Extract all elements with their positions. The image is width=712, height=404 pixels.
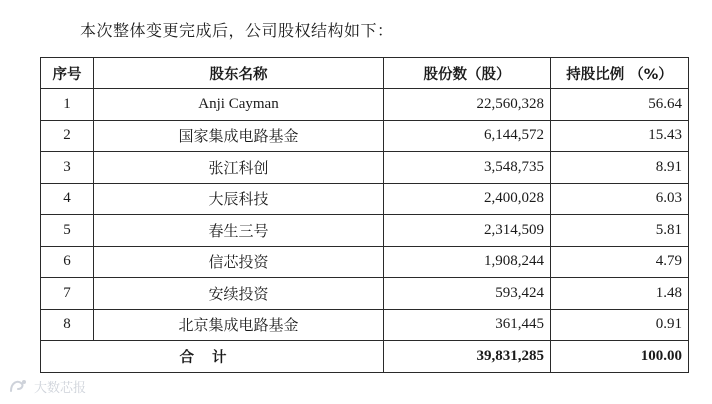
- table-total-row: [41, 341, 689, 373]
- header-ratio: 持股比例 （%）: [551, 58, 689, 89]
- row-shares: 6,144,572: [384, 120, 551, 152]
- row-ratio: 56.64: [551, 89, 689, 121]
- watermark: [8, 375, 86, 397]
- row-index: 6: [41, 246, 94, 278]
- row-ratio: 6.03: [551, 183, 689, 215]
- table-header-row: [41, 58, 689, 89]
- row-shares: 2,400,028: [384, 183, 551, 215]
- row-index: 1: [41, 89, 94, 121]
- header-shares: 股份数（股）: [384, 58, 551, 89]
- row-shares: 1,908,244: [384, 246, 551, 278]
- total-shares: 39,831,285: [384, 341, 551, 373]
- row-shares: 3,548,735: [384, 152, 551, 184]
- row-shares: 22,560,328: [384, 89, 551, 121]
- row-index: 7: [41, 278, 94, 310]
- total-label: 合计: [41, 341, 384, 373]
- table-row: [41, 183, 689, 215]
- row-index: 5: [41, 215, 94, 247]
- row-shares: 2,314,509: [384, 215, 551, 247]
- intro-text: 本次整体变更完成后，公司股权结构如下：: [80, 23, 394, 40]
- table-row: [41, 215, 689, 247]
- table-row: [41, 120, 689, 152]
- logo-mark-icon: [8, 377, 30, 395]
- row-shares: 593,424: [384, 278, 551, 310]
- row-shareholder-name: 大辰科技: [94, 183, 384, 215]
- row-shareholder-name: 信芯投资: [94, 246, 384, 278]
- row-shareholder-name: 国家集成电路基金: [94, 120, 384, 152]
- shareholding-table: [40, 57, 689, 373]
- row-shareholder-name: 安续投资: [94, 278, 384, 310]
- row-ratio: 4.79: [551, 246, 689, 278]
- row-ratio: 1.48: [551, 278, 689, 310]
- row-shareholder-name: 春生三号: [94, 215, 384, 247]
- row-shareholder-name: 北京集成电路基金: [94, 309, 384, 341]
- row-shareholder-name: Anji Cayman: [94, 89, 384, 121]
- table-row: [41, 89, 689, 121]
- table-row: [41, 309, 689, 341]
- row-index: 8: [41, 309, 94, 341]
- row-ratio: 8.91: [551, 152, 689, 184]
- table-row: [41, 152, 689, 184]
- row-index: 2: [41, 120, 94, 152]
- row-index: 4: [41, 183, 94, 215]
- table-row: [41, 278, 689, 310]
- table-row: [41, 246, 689, 278]
- header-shareholder-name: 股东名称: [94, 58, 384, 89]
- row-shares: 361,445: [384, 309, 551, 341]
- watermark-text: 大数芯报: [34, 380, 87, 396]
- row-ratio: 5.81: [551, 215, 689, 247]
- row-ratio: 15.43: [551, 120, 689, 152]
- total-ratio: 100.00: [551, 341, 689, 373]
- row-ratio: 0.91: [551, 309, 689, 341]
- row-index: 3: [41, 152, 94, 184]
- header-index: 序号: [41, 58, 94, 89]
- row-shareholder-name: 张江科创: [94, 152, 384, 184]
